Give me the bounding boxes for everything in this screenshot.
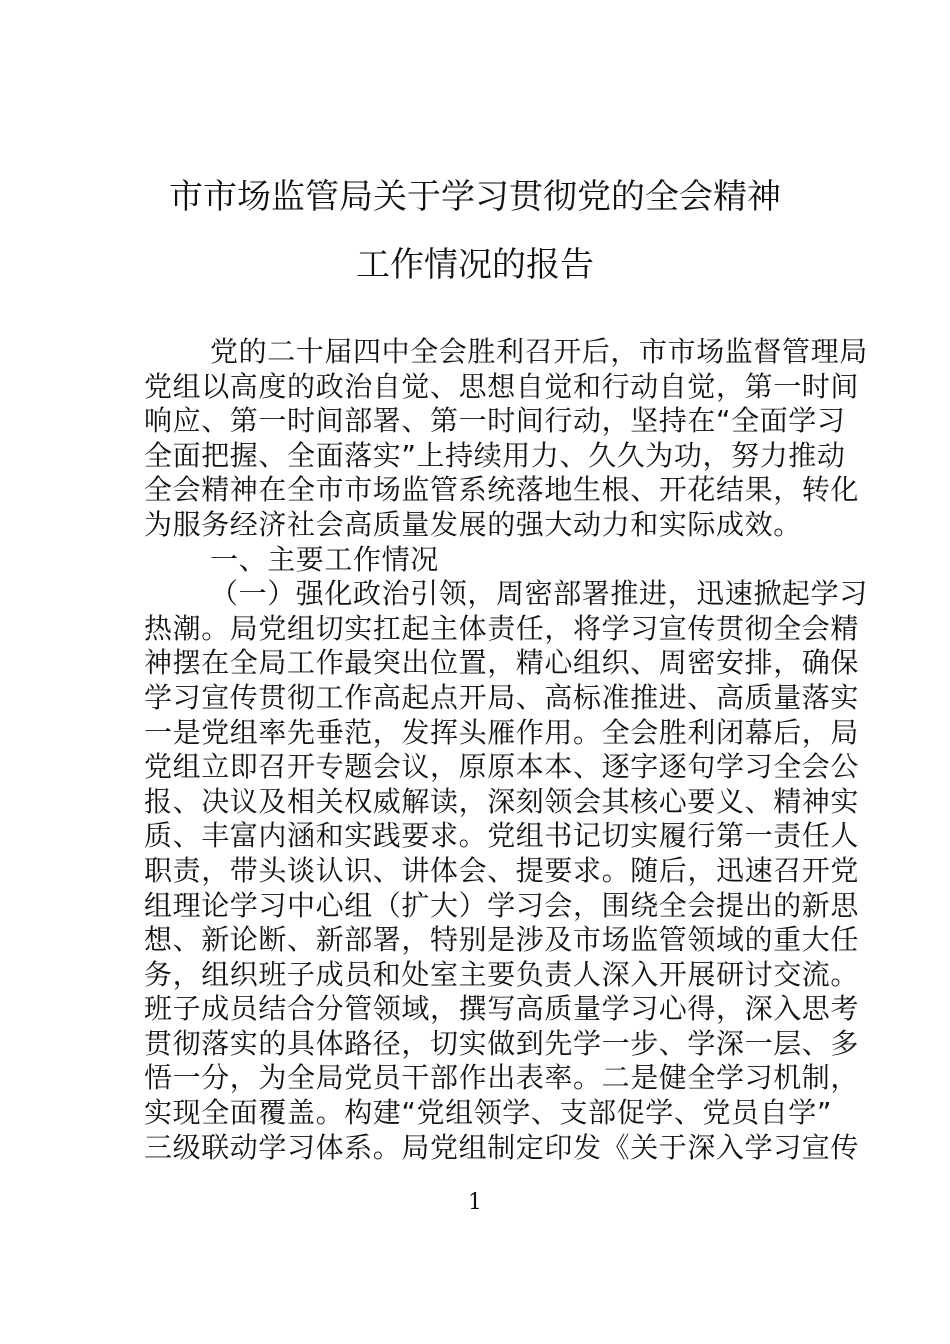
document-title-line-1: 市市场监管局关于学习贯彻党的全会精神	[169, 177, 781, 217]
subsection-paragraph-line: 热潮。局党组切实扛起主体责任，将学习宣传贯彻全会精	[144, 611, 860, 645]
subsection-paragraph-line: 三级联动学习体系。局党组制定印发《关于深入学习宣传	[144, 1130, 860, 1164]
subsection-paragraph-line: 质、丰富内涵和实践要求。党组书记切实履行第一责任人	[144, 819, 860, 853]
section-heading: 一、主要工作情况	[210, 542, 439, 576]
subsection-paragraph-line: 党组立即召开专题会议，原原本本、逐字逐句学习全会公	[144, 750, 860, 784]
subsection-paragraph-line: 班子成员结合分管领域，撰写高质量学习心得，深入思考	[144, 992, 860, 1026]
paragraph-intro-line: 党的二十届四中全会胜利召开后，市市场监督管理局	[210, 335, 868, 368]
document-title-line-2: 工作情况的报告	[356, 245, 594, 285]
paragraph-intro-line: 全面把握、全面落实”上持续用力、久久为功，努力推动	[144, 438, 846, 472]
subsection-paragraph-line: 组理论学习中心组（扩大）学习会，围绕全会提出的新思	[144, 888, 860, 922]
paragraph-intro-line: 响应、第一时间部署、第一时间行动，坚持在“全面学习	[144, 404, 846, 438]
subsection-paragraph-line: 报、决议及相关权威解读，深刻领会其核心要义、精神实	[144, 784, 860, 818]
subsection-paragraph-line: 悟一分，为全局党员干部作出表率。二是健全学习机制，	[144, 1061, 860, 1095]
subsection-paragraph-line: （一）强化政治引领，周密部署推进，迅速掀起学习	[210, 577, 868, 611]
page-number: 1	[468, 1190, 482, 1215]
paragraph-intro-line: 党组以高度的政治自觉、思想自觉和行动自觉，第一时间	[144, 369, 860, 403]
paragraph-intro-line: 为服务经济社会高质量发展的强大动力和实际成效。	[144, 507, 802, 541]
subsection-paragraph-line: 务，组织班子成员和处室主要负责人深入开展研讨交流。	[144, 957, 860, 991]
subsection-paragraph-line: 贯彻落实的具体路径，切实做到先学一步、学深一层、多	[144, 1026, 860, 1060]
paragraph-intro-line: 全会精神在全市市场监管系统落地生根、开花结果，转化	[144, 473, 860, 507]
subsection-paragraph-line: 学习宣传贯彻工作高起点开局、高标准推进、高质量落实	[144, 680, 860, 714]
subsection-paragraph-line: 神摆在全局工作最突出位置，精心组织、周密安排，确保	[144, 646, 860, 680]
document-body	[144, 335, 868, 1165]
subsection-paragraph-line: 一是党组率先垂范，发挥头雁作用。全会胜利闭幕后，局	[144, 715, 860, 749]
subsection-paragraph-line: 职责，带头谈认识、讲体会、提要求。随后，迅速召开党	[144, 853, 860, 887]
subsection-paragraph-line: 想、新论断、新部署，特别是涉及市场监管领域的重大任	[144, 923, 860, 957]
subsection-paragraph-line: 实现全面覆盖。构建“党组领学、支部促学、党员自学”	[144, 1096, 833, 1130]
